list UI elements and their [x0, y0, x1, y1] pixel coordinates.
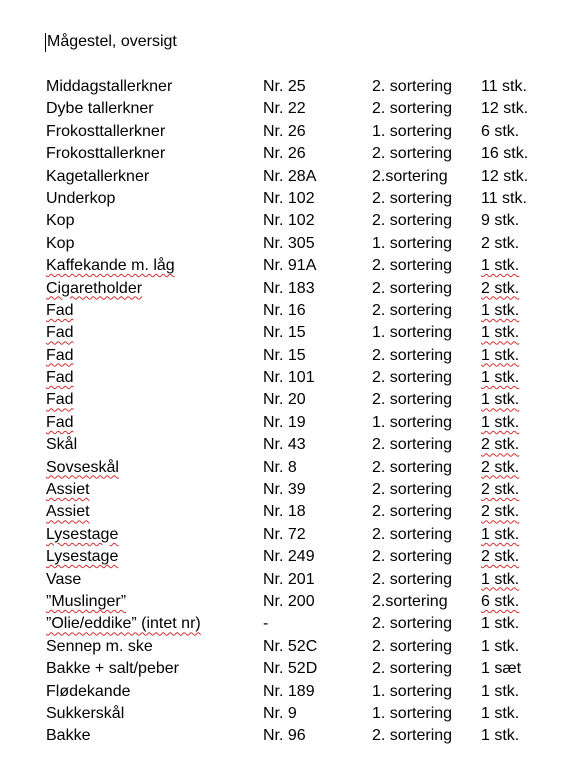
list-item[interactable] [0, 210, 575, 232]
list-item[interactable] [0, 569, 575, 591]
list-item[interactable] [0, 143, 575, 165]
item-name: Sukkerskål [46, 704, 125, 722]
item-quantity: 6 stk. [481, 592, 520, 610]
item-number: Nr. 200 [263, 592, 315, 610]
item-name: Fad [46, 413, 74, 431]
list-item[interactable] [0, 412, 575, 434]
item-sorting: 2. sortering [372, 548, 453, 566]
list-item[interactable] [0, 524, 575, 546]
item-name: Lysestage [46, 525, 119, 543]
item-sorting: 2. sortering [372, 257, 453, 275]
list-item[interactable] [0, 725, 575, 747]
list-item[interactable] [0, 501, 575, 523]
list-item[interactable] [0, 98, 575, 120]
item-sorting: 1. sortering [372, 682, 453, 700]
item-sorting: 1. sortering [372, 324, 453, 342]
item-number: Nr. 15 [263, 346, 306, 364]
item-quantity: 1 stk. [481, 682, 520, 700]
item-number: Nr. 52D [263, 660, 318, 678]
item-name: Sennep m. ske [46, 637, 153, 655]
item-quantity: 1 stk. [481, 391, 520, 409]
item-quantity: 1 stk. [481, 727, 520, 745]
item-sorting: 2. sortering [372, 279, 453, 297]
item-sorting: 2. sortering [372, 660, 453, 678]
item-number: Nr. 15 [263, 324, 306, 342]
list-item[interactable] [0, 322, 575, 344]
list-item[interactable] [0, 457, 575, 479]
item-number: Nr. 43 [263, 436, 306, 454]
list-item[interactable] [0, 613, 575, 635]
item-quantity: 1 sæt [481, 660, 522, 678]
item-sorting: 2. sortering [372, 346, 453, 364]
item-sorting: 2. sortering [372, 503, 453, 521]
item-quantity: 1 stk. [481, 369, 520, 387]
item-name: Fad [46, 391, 74, 409]
list-item[interactable] [0, 658, 575, 680]
item-name: Dybe tallerkner [46, 100, 154, 118]
item-sorting: 2. sortering [372, 369, 453, 387]
list-item[interactable] [0, 389, 575, 411]
item-sorting: 2. sortering [372, 100, 453, 118]
item-number: Nr. 189 [263, 682, 315, 700]
item-quantity: 2 stk. [481, 503, 520, 521]
item-number: - [263, 615, 269, 633]
item-name: Cigaretholder [46, 279, 143, 297]
item-quantity: 1 stk. [481, 413, 520, 431]
list-item[interactable] [0, 546, 575, 568]
item-sorting: 2. sortering [372, 615, 453, 633]
item-quantity: 1 stk. [481, 704, 520, 722]
item-sorting: 1. sortering [372, 413, 453, 431]
item-name: Assiet [46, 481, 90, 499]
item-quantity: 1 stk. [481, 257, 520, 275]
item-sorting: 2. sortering [372, 391, 453, 409]
item-sorting: 2. sortering [372, 525, 453, 543]
list-item[interactable] [0, 76, 575, 98]
item-name: Frokosttallerkner [46, 122, 166, 140]
item-sorting: 2. sortering [372, 78, 453, 95]
item-name: Fad [46, 324, 74, 342]
item-quantity: 1 stk. [481, 324, 520, 342]
item-name: Bakke [46, 727, 91, 745]
item-name: Underkop [46, 189, 116, 207]
item-quantity: 2 stk. [481, 481, 520, 499]
item-sorting: 2. sortering [372, 458, 453, 476]
item-name: Kagetallerkner [46, 167, 150, 185]
item-number: Nr. 101 [263, 369, 315, 387]
item-number: Nr. 52C [263, 637, 318, 655]
item-sorting: 2. sortering [372, 212, 453, 230]
item-name: Sovseskål [46, 458, 119, 476]
item-sorting: 2. sortering [372, 301, 453, 319]
list-item[interactable] [0, 703, 575, 725]
item-name: Frokosttallerkner [46, 145, 166, 163]
item-name: Fad [46, 369, 74, 387]
item-sorting: 2. sortering [372, 189, 453, 207]
item-sorting: 1. sortering [372, 704, 453, 722]
item-number: Nr. 102 [263, 212, 315, 230]
item-name: Fad [46, 301, 74, 319]
item-name: Middagstallerkner [46, 78, 173, 95]
item-name: Assiet [46, 503, 90, 521]
item-number: Nr. 16 [263, 301, 306, 319]
list-item[interactable] [0, 681, 575, 703]
list-item[interactable] [0, 233, 575, 255]
item-name: Bakke + salt/peber [46, 660, 179, 678]
item-sorting: 2.sortering [372, 592, 448, 610]
item-number: Nr. 9 [263, 704, 297, 722]
list-item[interactable] [0, 188, 575, 210]
item-number: Nr. 25 [263, 78, 306, 95]
document-title[interactable]: Mågestel, oversigt [47, 33, 177, 50]
item-number: Nr. 26 [263, 122, 306, 140]
list-item[interactable] [0, 166, 575, 188]
item-number: Nr. 305 [263, 234, 315, 252]
item-quantity: 12 stk. [481, 100, 529, 118]
item-quantity: 2 stk. [481, 458, 520, 476]
item-quantity: 1 stk. [481, 346, 520, 364]
item-quantity: 1 stk. [481, 637, 520, 655]
item-sorting: 2.sortering [372, 167, 448, 185]
item-quantity: 12 stk. [481, 167, 529, 185]
list-item[interactable] [0, 255, 575, 277]
list-item[interactable] [0, 479, 575, 501]
item-quantity: 11 stk. [481, 189, 527, 207]
item-sorting: 2. sortering [372, 637, 453, 655]
text-cursor [45, 33, 46, 52]
item-quantity: 1 stk. [481, 570, 520, 588]
item-name: Kop [46, 212, 75, 230]
item-number: Nr. 19 [263, 413, 306, 431]
item-number: Nr. 20 [263, 391, 306, 409]
item-number: Nr. 22 [263, 100, 306, 118]
item-name: Lysestage [46, 548, 119, 566]
list-item[interactable] [0, 121, 575, 143]
item-number: Nr. 102 [263, 189, 315, 207]
item-sorting: 1. sortering [372, 234, 453, 252]
item-number: Nr. 28A [263, 167, 317, 185]
item-number: Nr. 39 [263, 481, 306, 499]
item-sorting: 2. sortering [372, 570, 453, 588]
item-quantity: 1 stk. [481, 525, 520, 543]
item-quantity: 1 stk. [481, 615, 520, 633]
item-list [0, 76, 575, 748]
list-item[interactable] [0, 345, 575, 367]
item-quantity: 2 stk. [481, 234, 520, 252]
item-name: Skål [46, 436, 78, 454]
item-number: Nr. 96 [263, 727, 306, 745]
item-quantity: 16 stk. [481, 145, 529, 163]
item-number: Nr. 18 [263, 503, 306, 521]
item-number: Nr. 183 [263, 279, 315, 297]
item-sorting: 2. sortering [372, 481, 453, 499]
item-sorting: 1. sortering [372, 122, 453, 140]
item-name: Kop [46, 234, 75, 252]
item-quantity: 6 stk. [481, 122, 520, 140]
item-number: Nr. 201 [263, 570, 315, 588]
list-item[interactable] [0, 434, 575, 456]
item-name: ”Muslinger” [46, 592, 127, 610]
item-number: Nr. 249 [263, 548, 315, 566]
item-number: Nr. 91A [263, 257, 317, 275]
item-quantity: 1 stk. [481, 301, 520, 319]
item-quantity: 2 stk. [481, 436, 520, 454]
item-quantity: 2 stk. [481, 279, 520, 297]
list-item[interactable] [0, 636, 575, 658]
item-name: Fad [46, 346, 74, 364]
item-quantity: 2 stk. [481, 548, 520, 566]
item-number: Nr. 26 [263, 145, 306, 163]
item-sorting: 2. sortering [372, 145, 453, 163]
item-number: Nr. 8 [263, 458, 297, 476]
item-sorting: 2. sortering [372, 727, 453, 745]
item-quantity: 11 stk. [481, 78, 527, 95]
item-name: Kaffekande m. låg [46, 257, 175, 275]
item-sorting: 2. sortering [372, 436, 453, 454]
list-item[interactable] [0, 278, 575, 300]
item-name: Flødekande [46, 682, 131, 700]
list-item[interactable] [0, 300, 575, 322]
item-quantity: 9 stk. [481, 212, 520, 230]
item-number: Nr. 72 [263, 525, 306, 543]
item-name: Vase [46, 570, 82, 588]
list-item[interactable] [0, 591, 575, 613]
item-name: ”Olie/eddike” (intet nr) [46, 615, 201, 633]
list-item[interactable] [0, 367, 575, 389]
